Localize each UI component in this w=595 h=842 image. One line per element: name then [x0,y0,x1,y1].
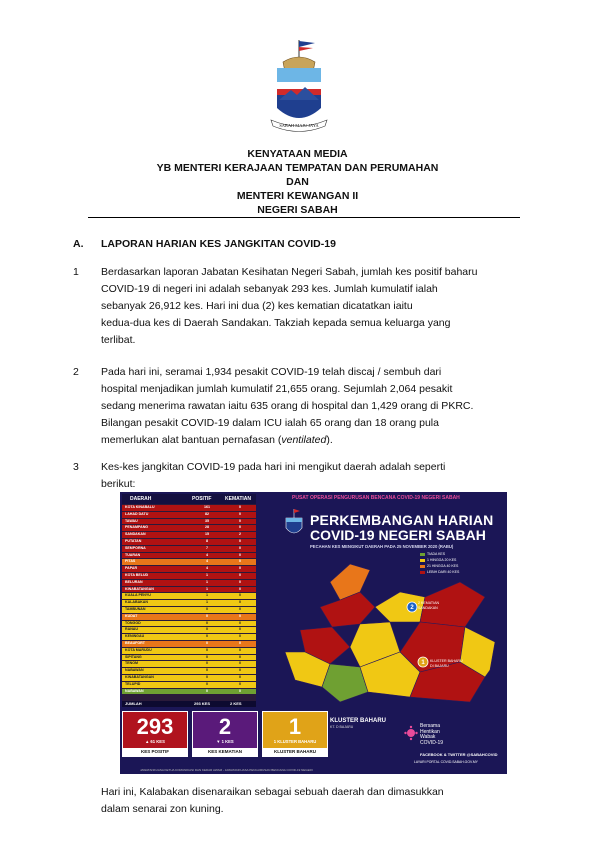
deaths-card [192,711,258,757]
closing-line: dalam senarai zon kuning. [101,803,224,815]
total-label: JUMLAH [125,701,142,706]
table-row [122,634,256,640]
crest-motto: SABAH MAJU JAYA [279,123,319,128]
positive-value: 0 [206,634,208,639]
legend-item: LEBIH DARI 40 KES [420,570,480,575]
legend-item: 1 HINGGA 20 KES [420,558,480,563]
table-row [122,689,256,695]
table-row [122,573,256,579]
death-value: 0 [239,518,241,523]
district-name: KOTA KINABALU [125,505,155,509]
positive-value: 28 [205,525,209,530]
table-row [122,607,256,613]
district-name: TAMBUNAN [125,607,146,611]
paragraph-2-number: 2 [73,366,79,378]
table-row [122,519,256,525]
table-row [122,648,256,654]
district-name: TENOM [125,661,138,666]
p2-line: hospital menjadikan jumlah kumulatif 21,655 orang. Sejumlah 2,064 pesakit [101,383,453,395]
p3-line: Kes-kes jangkitan COVID-19 pada hari ini mengikut daerah adalah seperti [101,461,446,473]
district-name: TELUPID [125,681,141,686]
positive-value: 1 [206,600,208,605]
table-row [122,675,256,681]
death-value: 0 [239,552,241,557]
positive-value: 0 [206,688,208,693]
paragraph-3-number: 3 [73,461,79,473]
col-district: DAERAH [130,496,152,502]
table-header [122,494,256,504]
cluster-count: 1 [288,714,302,739]
table-row [122,546,256,552]
table-row [122,661,256,667]
death-value: 0 [239,600,241,605]
district-name: NABAWAN [125,688,144,693]
deaths-label: KES KEMATIAN [193,748,257,756]
district-table [122,494,256,706]
col-deaths: KEMATIAN [225,496,252,502]
legend-item: 21 HINGGA 40 KES [420,564,480,569]
p2-line: Bilangan pesakit COVID-19 dalam ICU ialah 65 orang dan 18 orang pula [101,417,439,429]
table-row [122,682,256,688]
district-name: TAWAU [125,518,138,523]
death-value: 0 [239,593,241,598]
infographic-footer: JAWATANKUASA KETUA KOMUNIKASI DAN KEDAR AWAM - JAWATANKUASA PENGURUSAN BENCANA COVID-19 NEGERI [140,768,313,772]
district-name: PAPAR [125,566,138,571]
covid-infographic [120,492,507,774]
infographic-subtitle: PECAHAN KES MENGIKUT DAERAH PADA 25 NOVEMBER 2020 (RABU) [310,544,454,549]
positive-value: 0 [206,641,208,645]
district-name: KUDAT [125,613,138,618]
positive-value: 0 [206,668,208,673]
death-value: 2 [239,532,241,537]
pusat-operasi-label: PUSAT OPERASI PENGURUSAN BENCANA COVID-19 NEGERI SABAH [292,495,460,501]
closing-paragraph [101,784,526,818]
p3-line: berikut: [101,478,136,490]
positive-value: 0 [206,620,208,625]
positive-count: 293 [136,714,174,739]
map-note-deaths: 2 KEMATIAN [418,601,440,605]
paragraph-1-number: 1 [73,266,79,278]
positive-value: 35 [205,518,209,523]
cluster-label: KLUSTER BAHARU [263,748,327,756]
closing-line: Hari ini, Kalabakan disenaraikan sebagai sebuah daerah dan dimasukkan [101,786,444,798]
death-value: 0 [239,505,241,509]
death-value: 0 [239,627,241,632]
map-note-cluster-loc: DI BAJARU [430,664,449,668]
district-name: PITAS [125,559,136,564]
kluster-location: KT. D BAJARU [330,725,354,729]
death-value: 0 [239,620,241,625]
death-value: 0 [239,545,241,550]
p2-last-line: memerlukan alat bantuan pernafasan (ventilated). [101,434,333,446]
death-value: 0 [239,525,241,530]
legend-item: TIADA KES [420,552,480,557]
death-value: 0 [239,675,241,679]
positive-value: 0 [206,661,208,666]
header-line-1: KENYATAAN MEDIA [247,148,348,160]
district-name: KOTA BELUD [125,573,149,577]
district-name: NABAWAN [125,668,144,673]
positive-value: 0 [206,675,208,679]
district-name: SIPITANG [125,654,142,659]
paragraph-3 [101,459,526,493]
death-value: 0 [239,661,241,666]
table-row [122,525,256,531]
death-value: 0 [239,641,241,645]
infographic-title-1: PERKEMBANGAN HARIAN [310,512,494,528]
p1-line: COVID-19 di negeri ini adalah sebanyak 293 kes. Jumlah kumulatif ialah [101,283,438,295]
header-line-4: MENTERI KEWANGAN II [236,190,359,202]
table-row [122,621,256,627]
death-value: 0 [239,579,241,584]
p1-line: Berdasarkan laporan Jabatan Kesihatan Negeri Sabah, jumlah kes positif baharu [101,266,478,278]
table-row [122,553,256,559]
positive-value: 1 [206,579,208,584]
map-note-cluster: KLUSTER BAHARU [430,659,463,663]
header-line-5: NEGERI SABAH [257,204,338,216]
death-value: 0 [239,634,241,639]
p1-line: sebanyak 26,912 kes. Hari ini dua (2) kes kematian dicatatkan iaitu [101,300,413,312]
positive-change: ▲ 61 KES [145,739,165,744]
positive-cases-card [122,711,188,757]
positive-value: 0 [206,613,208,618]
table-row [122,539,256,545]
table-row [122,566,256,572]
table-row [122,559,256,565]
deaths-count: 2 [218,714,232,739]
district-name: KINABATANGAN [125,675,154,679]
positive-value: 161 [204,505,210,509]
death-value: 0 [239,607,241,611]
district-name: BELURAN [125,579,143,584]
header-line-3: DAN [286,176,309,188]
positive-value: 1 [206,593,208,598]
table-total-row [122,701,256,707]
paragraph-2 [101,364,526,449]
paragraph-1 [101,264,526,349]
positive-value: 0 [206,627,208,632]
positive-value: 4 [206,566,208,571]
cluster-sub: 1 KLUSTER BAHARU [273,739,317,744]
total-deaths: 2 KES [230,701,242,706]
cluster-card [262,711,328,757]
virus-icon [404,724,418,742]
positive-value: 4 [206,552,208,557]
district-name: BEAUFORT [125,641,145,645]
table-row [122,600,256,606]
section-title: LAPORAN HARIAN KES JANGKITAN COVID-19 [101,238,336,250]
death-value: 0 [239,668,241,673]
positive-label: KES POSITIF [123,748,187,756]
table-row [122,587,256,593]
district-name: LAHAD DATU [125,511,149,516]
death-value: 0 [239,573,241,577]
table-row [122,532,256,538]
positive-value: 8 [206,539,208,543]
district-name: PENAMPANG [125,525,149,530]
positive-value: 15 [205,532,209,537]
death-value: 0 [239,613,241,618]
death-value: 0 [239,566,241,571]
positive-value: 1 [206,573,208,577]
p2-line: Pada hari ini, seramai 1,934 pesakit COVID-19 telah discaj / sembuh dari [101,366,442,378]
positive-value: 0 [206,654,208,659]
district-name: TUARAN [125,552,141,557]
district-name: KOTA MARUDU [125,647,152,652]
col-positive: POSITIF [192,496,212,502]
map-note-sandakan: SANDAKAN [418,606,438,610]
positive-value: 7 [206,545,208,550]
section-letter: A. [73,238,84,250]
crest-small-icon [283,508,305,538]
death-value: 0 [239,654,241,659]
sabah-crest-logo [263,38,335,134]
district-name: KINABATANGAN [125,586,154,591]
district-name: KUALA PENYU [125,593,151,598]
kluster-title: KLUSTER BAHARU [330,718,386,724]
death-value: 0 [239,586,241,591]
death-value: 0 [239,681,241,686]
positive-value: 0 [206,681,208,686]
header-line-2: YB MENTERI KERAJAAN TEMPATAN DAN PERUMAHAN [156,162,439,174]
table-row [122,668,256,674]
death-value: 0 [239,539,241,543]
positive-value: 1 [206,586,208,591]
positive-value: 0 [206,607,208,611]
svg-text:1: 1 [421,660,425,666]
table-row [122,627,256,633]
positive-value: 0 [206,647,208,652]
death-value: 0 [239,647,241,652]
p1-line: terlibat. [101,334,136,346]
district-name: PUTATAN [125,539,142,543]
deaths-change: ▼ 1 KES [216,739,234,744]
table-row [122,593,256,599]
table-row [122,580,256,586]
header-divider [88,217,520,218]
district-name: KALABAKAN [125,600,148,605]
social-handle: FACEBOOK & TWITTER @SABAHCOVID [420,752,498,757]
total-positive: 293 KES [194,701,211,706]
district-name: SANDAKAN [125,532,146,537]
svg-text:2: 2 [410,605,414,611]
district-name: KENINGAU [125,634,145,639]
table-row [122,641,256,647]
district-name: TONGOD [125,620,141,625]
portal-link: LAYARI PORTAL COVID.SABAH.GOV.MY [414,760,478,764]
death-value: 0 [239,511,241,516]
table-row [122,614,256,620]
table-row [122,512,256,518]
district-name: RANAU [125,627,138,632]
death-value: 0 [239,559,241,564]
positive-value: 82 [205,511,209,516]
table-row [122,505,256,511]
table-row [122,655,256,661]
death-value: 0 [239,688,241,693]
infographic-title-2: COVID-19 NEGERI SABAH [310,527,486,543]
sabah-district-map [260,552,505,710]
positive-value: 4 [206,559,208,564]
bersama-slogan: Bersama Hentikan Wabak COVID-19 [420,723,444,746]
p2-line: sedang menerima rawatan iaitu 635 orang di hospital dan 1,429 orang di PKRC. [101,400,474,412]
p1-line: kedua-dua kes di Daerah Sandakan. Takziah kepada semua keluarga yang [101,317,451,329]
district-name: SEMPORNA [125,545,146,550]
